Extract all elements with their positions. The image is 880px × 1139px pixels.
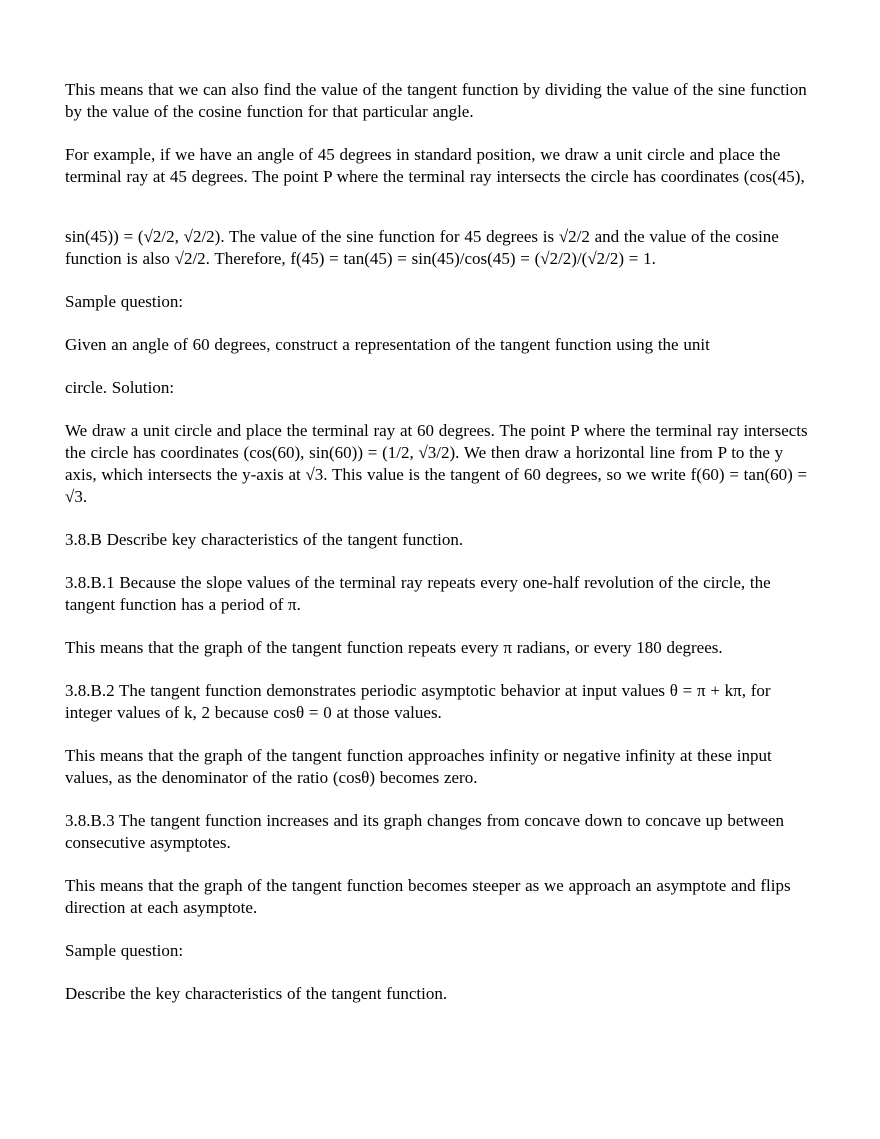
paragraph: sin(45)) = (√2/2, √2/2). The value of the sine function for 45 degrees is √2/2 and the value of the cosine function is also √2/2. Therefore, f(45) = tan(45) = sin(45)/cos(45) = (√2/2)/(√2/2) = 1.	[65, 227, 779, 268]
paragraph: This means that we can also find the value of the tangent function by dividing the value of the sine function by the value of the cosine function for that particular angle.	[65, 80, 807, 121]
paragraph-sample-question-label: Sample question:	[65, 292, 184, 311]
paragraph: We draw a unit circle and place the terminal ray at 60 degrees. The point P where the terminal ray intersects the circle has coordinates (cos(60), sin(60)) = (1/2, √3/2). We then draw a horizontal line from P to the y axis, which intersects the y-axis at √3. This value is the tangent of 60 degrees, so we write f(60) = tan(60) = √3.	[65, 421, 808, 506]
paragraph: This means that the graph of the tangent function becomes steeper as we approach an asymptote and flips direction at each asymptote.	[65, 876, 791, 917]
paragraph: circle. Solution:	[65, 378, 175, 397]
paragraph-section-heading: 3.8.B Describe key characteristics of the tangent function.	[65, 530, 464, 549]
paragraph: 3.8.B.1 Because the slope values of the terminal ray repeats every one-half revolution of the circle, the tangent function has a period of π.	[65, 573, 771, 614]
paragraph: For example, if we have an angle of 45 degrees in standard position, we draw a unit circle and place the terminal ray at 45 degrees. The point P where the terminal ray intersects the circle has coordinates (cos(45),	[65, 145, 805, 186]
paragraph: This means that the graph of the tangent function approaches infinity or negative infinity at these input values, as the denominator of the ratio (cosθ) becomes zero.	[65, 746, 772, 787]
paragraph: Given an angle of 60 degrees, construct a representation of the tangent function using the unit	[65, 335, 710, 354]
paragraph-sample-question-label: Sample question:	[65, 941, 184, 960]
paragraph: This means that the graph of the tangent function repeats every π radians, or every 180 degrees.	[65, 638, 723, 657]
paragraph: 3.8.B.3 The tangent function increases and its graph changes from concave down to concave up between consecutive asymptotes.	[65, 811, 785, 852]
paragraph: Describe the key characteristics of the tangent function.	[65, 984, 448, 1003]
paragraph: 3.8.B.2 The tangent function demonstrates periodic asymptotic behavior at input values θ = π + kπ, for integer values of k, 2 because cosθ = 0 at those values.	[65, 681, 771, 722]
